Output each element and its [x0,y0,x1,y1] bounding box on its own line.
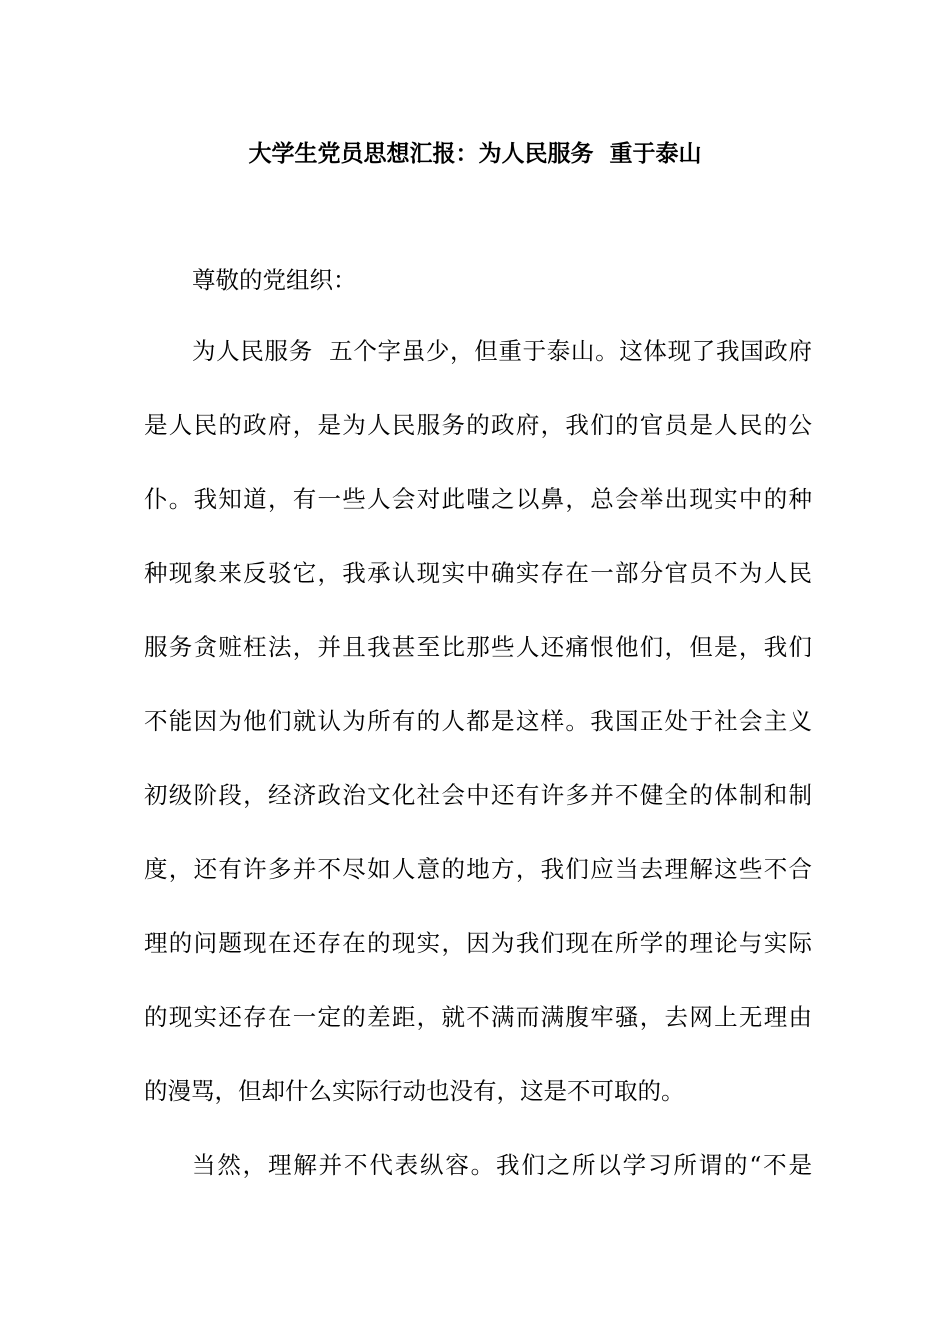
paragraph-line: 初级阶段，经济政治文化社会中还有许多并不健全的体制和制 [144,781,812,809]
paragraph-line: 种现象来反驳它，我承认现实中确实存在一部分官员不为人民 [144,559,812,587]
paragraph-line: 服务贪赃枉法，并且我甚至比那些人还痛恨他们，但是，我们 [144,633,812,661]
paragraph-line: 度，还有许多并不尽如人意的地方，我们应当去理解这些不合 [144,855,812,883]
paragraph-line: 是人民的政府，是为人民服务的政府，我们的官员是人民的公 [144,411,812,439]
paragraph-line: 仆。我知道，有一些人会对此嗤之以鼻，总会举出现实中的种 [144,485,812,513]
paragraph-line: 当然，理解并不代表纵容。我们之所以学习所谓的“不是 [192,1151,812,1179]
document-title: 大学生党员思想汇报：为人民服务 重于泰山 [248,140,702,167]
paragraph-line: 为人民服务 五个字虽少，但重于泰山。这体现了我国政府 [192,337,812,365]
paragraph-line: 理的问题现在还存在的现实，因为我们现在所学的理论与实际 [144,929,812,957]
paragraph-line: 的漫骂，但却什么实际行动也没有，这是不可取的。 [144,1077,685,1105]
salutation: 尊敬的党组织： [192,266,357,294]
paragraph-line: 的现实还存在一定的差距，就不满而满腹牢骚，去网上无理由 [144,1003,812,1031]
paragraph-line: 不能因为他们就认为所有的人都是这样。我国正处于社会主义 [144,707,812,735]
